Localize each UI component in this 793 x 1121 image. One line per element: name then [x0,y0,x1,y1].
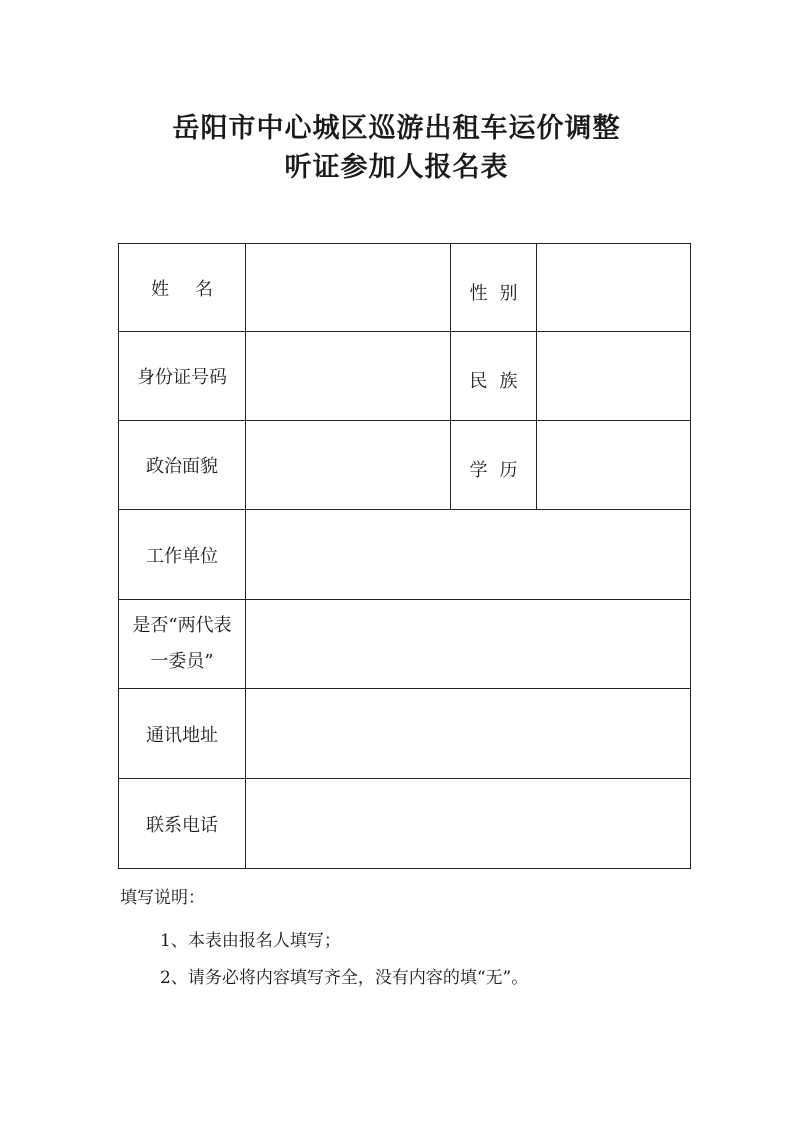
note-item-1: 1、本表由报名人填写； [160,931,341,951]
table-row [119,244,691,332]
table-row [119,332,691,421]
gender-label: 性别 [451,244,537,332]
representative-label-line1: 是否“两代表 [132,615,232,636]
education-label: 学历 [451,421,537,510]
ethnicity-field[interactable] [537,332,691,421]
education-field[interactable] [537,421,691,510]
name-field[interactable] [246,244,451,332]
representative-label [119,600,246,689]
id-number-label: 身份证号码 [119,332,246,421]
form-title-line2: 听证参加人报名表 [284,152,509,183]
political-status-field[interactable] [246,421,451,510]
phone-label: 联系电话 [119,779,246,869]
representative-label-line2: 一委员” [150,651,214,672]
notes-heading: 填写说明： [120,888,205,908]
table-row [119,510,691,600]
political-status-label: 政治面貌 [119,421,246,510]
representative-field[interactable] [246,600,691,689]
table-row [119,689,691,779]
name-label: 姓名 [119,244,246,332]
address-field[interactable] [246,689,691,779]
table-row [119,600,691,689]
workplace-field[interactable] [246,510,691,600]
id-number-field[interactable] [246,332,451,421]
workplace-label: 工作单位 [119,510,246,600]
gender-field[interactable] [537,244,691,332]
ethnicity-label: 民族 [451,332,537,421]
registration-form-table [118,243,691,869]
form-title-line1: 岳阳市中心城区巡游出租车运价调整 [172,113,621,144]
table-row [119,421,691,510]
address-label: 通讯地址 [119,689,246,779]
table-row [119,779,691,869]
note-item-2: 2、请务必将内容填写齐全，没有内容的填“无”。 [160,968,529,988]
phone-field[interactable] [246,779,691,869]
